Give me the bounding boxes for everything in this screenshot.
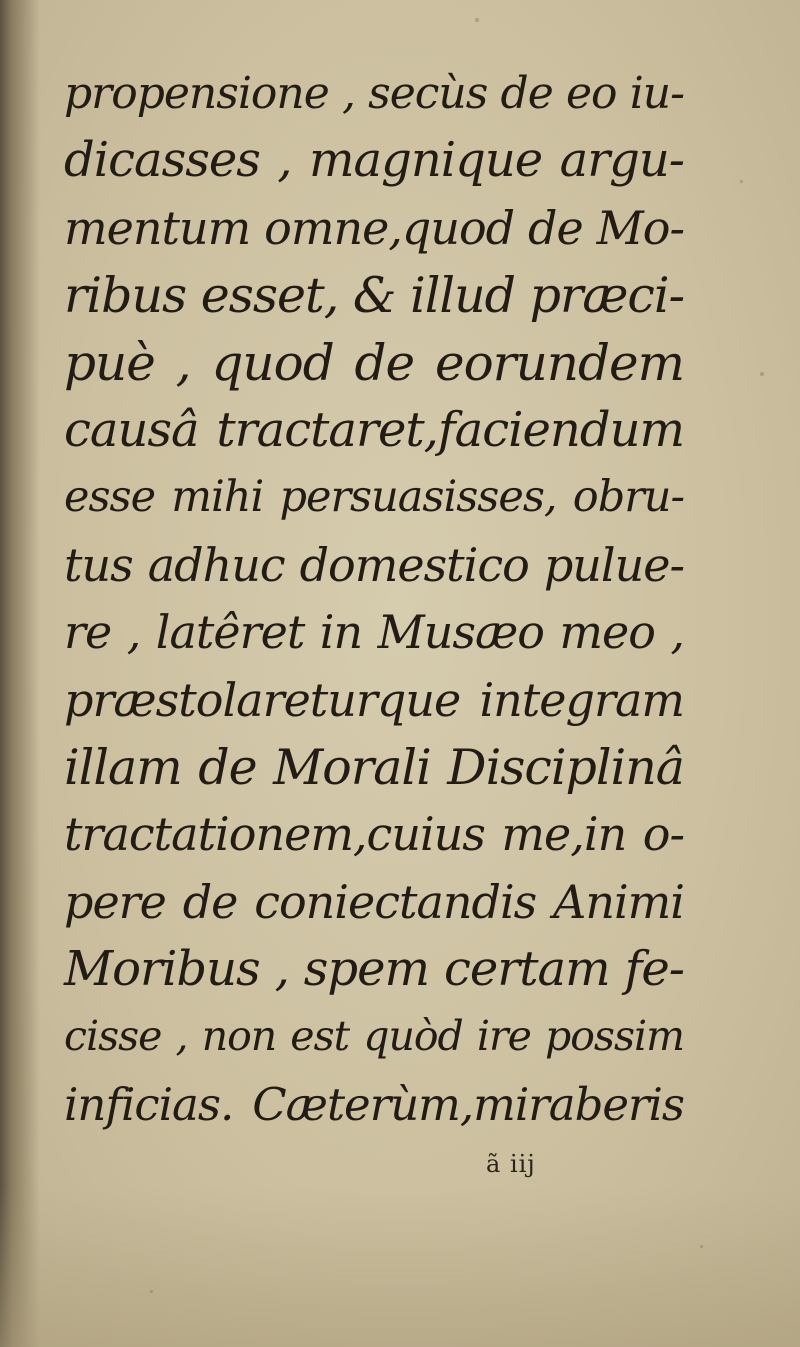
signature-mark: ã iij (486, 1150, 536, 1178)
page-bottom-shade (0, 1187, 800, 1347)
paper-speck (150, 1290, 153, 1293)
text-line: pere de coniectandis Animi (64, 874, 684, 929)
paper-speck (760, 372, 764, 376)
text-line: cisse , non est quòd ire possim (64, 1012, 684, 1061)
text-line: puè , quod de eorundem (64, 333, 684, 392)
binding-gutter-shadow (0, 0, 40, 1347)
paper-speck (740, 180, 743, 183)
text-line: re , latêret in Musæo meo , (64, 605, 684, 660)
text-line: præstolareturque integram (64, 672, 684, 727)
text-line: propensione , secùs de eo iu- (64, 68, 684, 119)
paper-speck (700, 1245, 703, 1248)
text-line: mentum omne,quod de Mo- (64, 200, 684, 255)
text-line: esse mihi persuasisses, obru- (64, 472, 684, 523)
body-text (64, 60, 684, 1138)
text-line: tractationem,cuius me,in o- (64, 807, 684, 862)
text-line: causâ tractaret,faciendum (64, 401, 684, 458)
text-line: ribus esset, & illud præci- (64, 267, 685, 325)
text-line: illam de Morali Disciplinâ (64, 738, 684, 796)
paper-speck (475, 18, 479, 22)
text-line: tus adhuc domestico pulue- (64, 537, 684, 592)
text-line: inficias. Cæterùm,miraberis (64, 1077, 684, 1131)
text-line: dicasses , magnique argu- (64, 132, 684, 189)
text-line: Moribus , spem certam fe- (64, 941, 684, 998)
